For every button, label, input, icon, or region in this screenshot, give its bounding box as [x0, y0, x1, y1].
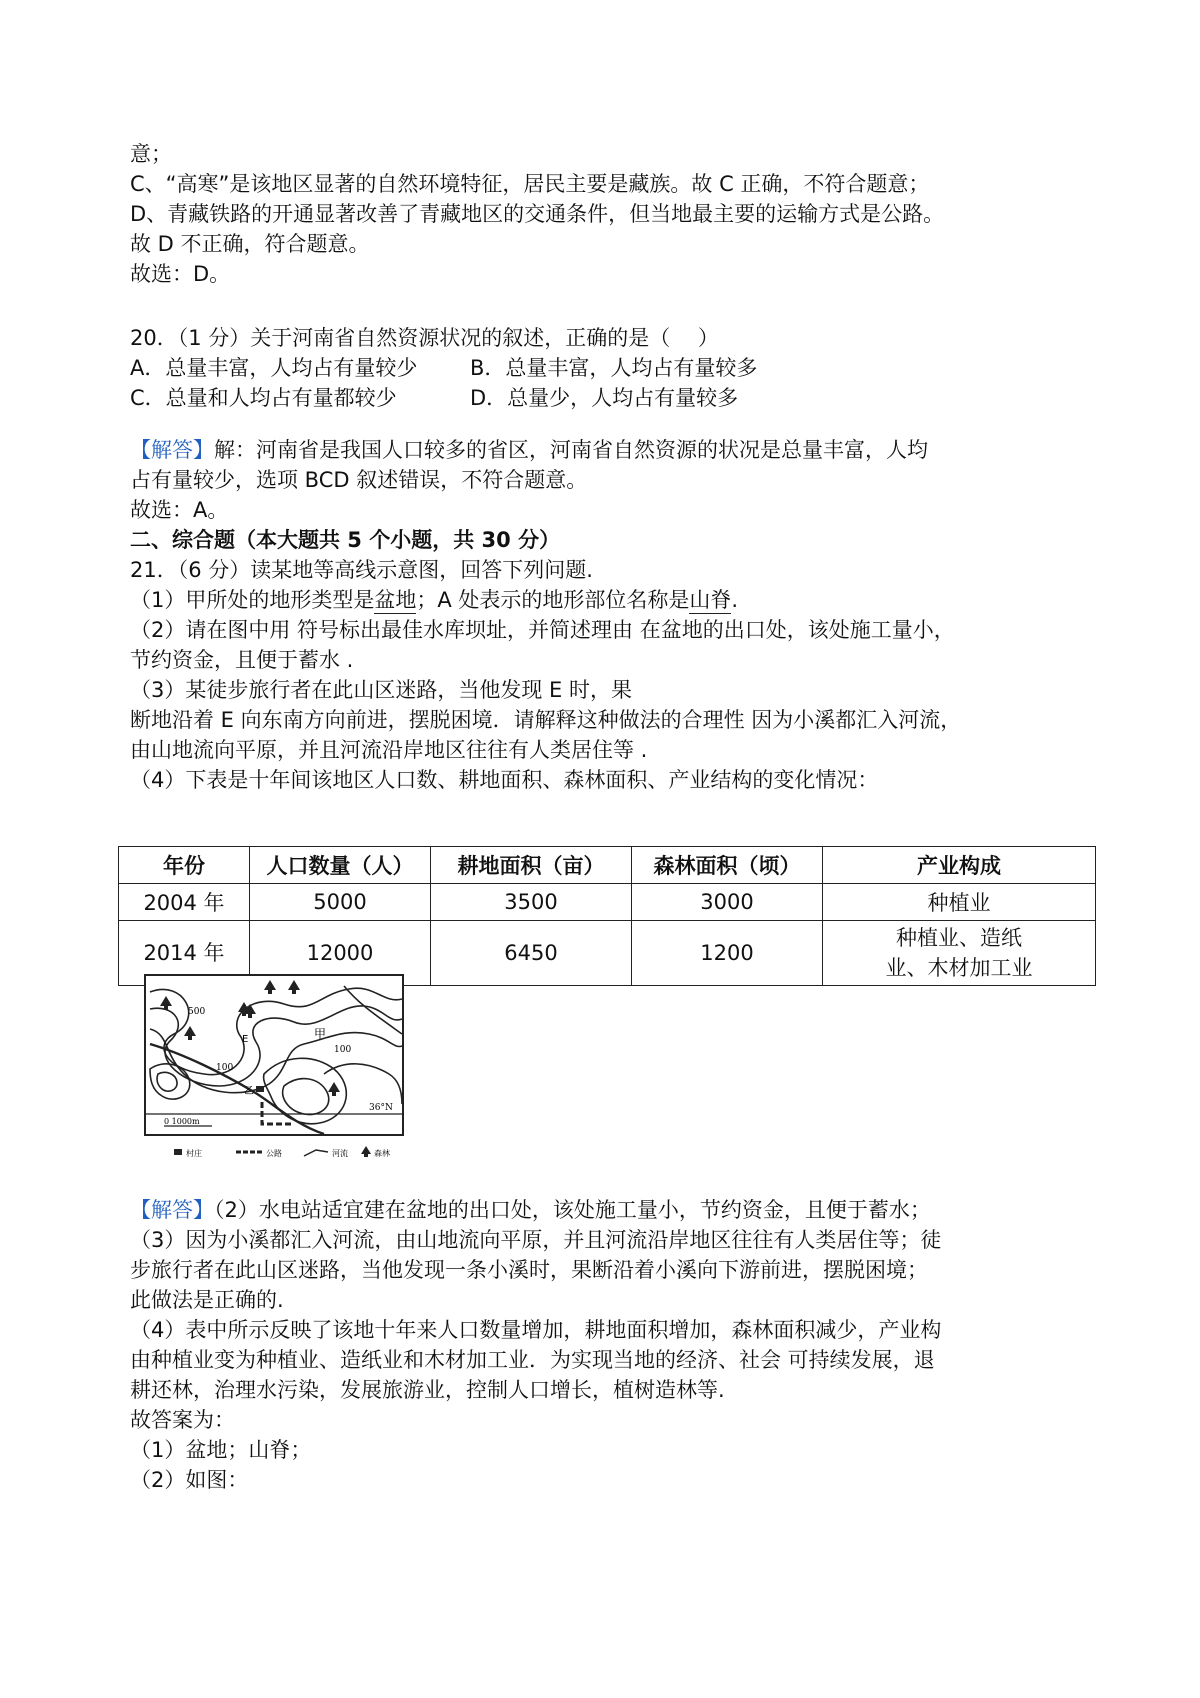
legend-forest-icon: [361, 1146, 371, 1157]
answer-line: 步旅行者在此山区迷路，当他发现一条小溪时，果断沿着小溪向下游前进，摆脱困境；: [130, 1258, 928, 1282]
answer-line: 由种植业变为种植业、造纸业和木材加工业．为实现当地的经济、社会 可持续发展，退: [130, 1348, 935, 1372]
table-cell: 3000: [632, 884, 823, 921]
question-21-part3: （3）某徒步旅行者在此山区迷路，当他发现 E 时，果: [130, 678, 632, 702]
option-c: C．总量和人均占有量都较少: [130, 386, 397, 410]
table-cell: 1200: [632, 921, 823, 986]
table-cell: 2014 年: [119, 921, 250, 986]
question-21-part3: 由山地流向平原，并且河流沿岸地区往往有人类居住等 .: [130, 738, 648, 762]
table-cell: 3500: [431, 884, 632, 921]
answer-line: 占有量较少，选项 BCD 叙述错误，不符合题意。: [130, 468, 588, 492]
answer-line: （1）盆地；山脊；: [130, 1438, 312, 1462]
contour-label: 100: [216, 1063, 234, 1073]
contour-map: [144, 974, 412, 1169]
answer-line: （2）如图：: [130, 1468, 249, 1492]
table-header-row: [119, 847, 1096, 884]
answer-tag: 【解答】: [130, 438, 214, 462]
table-cell: 种植业、造纸 业、木材加工业: [823, 921, 1096, 986]
text-line: 故选：D。: [130, 262, 231, 286]
answer-line: 故答案为：: [130, 1408, 235, 1432]
answer-line: 【解答】（2）水电站适宜建在盆地的出口处，该处施工量小，节约资金，且便于蓄水；: [130, 1198, 931, 1222]
question-21-part4: （4）下表是十年间该地区人口数、耕地面积、森林面积、产业结构的变化情况：: [130, 768, 879, 792]
map-label-jia: 甲: [314, 1027, 327, 1041]
legend-label: 森林: [374, 1149, 390, 1158]
question-21-part3: 断地沿着 E 向东南方向前进，摆脱困境．请解释这种做法的合理性 因为小溪都汇入河流，: [130, 708, 962, 732]
answer-choice: 故选：A。: [130, 498, 229, 522]
table-cell: 5000: [250, 884, 431, 921]
table-cell: 种植业: [823, 884, 1096, 921]
village-icon: [256, 1086, 264, 1092]
table-header: 产业构成: [823, 847, 1096, 884]
answer-tag: 【解答】: [130, 1198, 214, 1222]
scale-label: 0 1000m: [164, 1117, 200, 1126]
table-cell: 6450: [431, 921, 632, 986]
question-20-stem: 20．（1 分）关于河南省自然资源状况的叙述，正确的是（ ）: [130, 326, 719, 350]
legend-label: 公路: [266, 1149, 282, 1158]
answer-line: 【解答】解：河南省是我国人口较多的省区，河南省自然资源的状况是总量丰富，人均: [130, 438, 928, 462]
fill-blank: 山脊: [689, 588, 732, 612]
table-cell: 2004 年: [119, 884, 250, 921]
text-line: D、青藏铁路的开通显著改善了青藏地区的交通条件，但当地最主要的运输方式是公路。: [130, 202, 945, 226]
section-heading: 二、综合题（本大题共 5 个小题，共 30 分）: [130, 528, 561, 552]
option-a: A．总量丰富，人均占有量较少: [130, 356, 418, 380]
question-21-part2: （2）请在图中用 符号标出最佳水库坝址，并简述理由 在盆地的出口处，该处施工量小，: [130, 618, 955, 642]
question-21-stem: 21．（6 分）读某地等高线示意图，回答下列问题.: [130, 558, 593, 582]
text-line: 故 D 不正确，符合题意。: [130, 232, 370, 256]
map-legend: [174, 1146, 390, 1158]
text-line: C、“高寒”是该地区显著的自然环境特征，居民主要是藏族。故 C 正确，不符合题意；: [130, 172, 930, 196]
answer-line: （3）因为小溪都汇入河流，由山地流向平原，并且河流沿岸地区往往有人类居住等；徒: [130, 1228, 942, 1252]
legend-village-icon: [174, 1149, 182, 1155]
table-cell: 12000: [250, 921, 431, 986]
question-21-part2: 节约资金，且便于蓄水 .: [130, 648, 354, 672]
table-header: 耕地面积（亩）: [431, 847, 632, 884]
legend-label: 村庄: [186, 1149, 202, 1158]
table-row: [119, 884, 1096, 921]
legend-river-icon: [304, 1150, 328, 1156]
answer-line: 耕还林，治理水污染，发展旅游业，控制人口增长，植树造林等.: [130, 1378, 725, 1402]
contour-label: 500: [188, 1007, 206, 1017]
table-header: 年份: [119, 847, 250, 884]
text-line: 意；: [130, 142, 172, 166]
map-latitude-label: 36°N: [369, 1103, 393, 1113]
data-table: [118, 846, 1096, 986]
map-label-e: E: [242, 1034, 249, 1045]
table-header: 森林面积（顷）: [632, 847, 823, 884]
contour-label: 100: [334, 1045, 352, 1055]
option-d: D．总量少，人均占有量较多: [470, 386, 739, 410]
table-header: 人口数量（人）: [250, 847, 431, 884]
fill-blank: 盆地: [374, 588, 417, 612]
question-21-part1: （1）甲所处的地形类型是盆地；A 处表示的地形部位名称是山脊.: [130, 588, 739, 612]
option-b: B．总量丰富，人均占有量较多: [470, 356, 758, 380]
map-label-yi: 乙: [244, 1086, 254, 1097]
answer-line: （4）表中所示反映了该地十年来人口数量增加，耕地面积增加，森林面积减少，产业构: [130, 1318, 942, 1342]
legend-label: 河流: [332, 1149, 348, 1158]
answer-line: 此做法是正确的.: [130, 1288, 284, 1312]
